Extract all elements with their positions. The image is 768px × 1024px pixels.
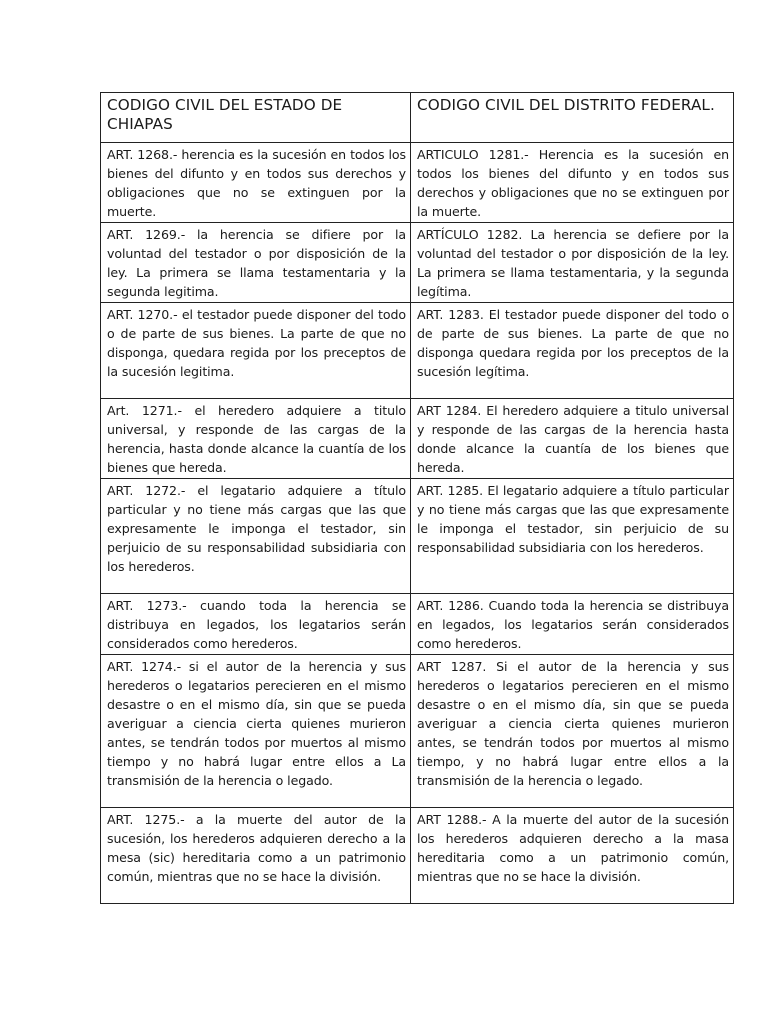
df-article-cell: ART. 1283. El testador puede disponer del todo o de parte de sus bienes. La parte de que no disponga quedara regida por los preceptos de la sucesión legítima. (411, 303, 734, 399)
chiapas-article-cell: ART. 1269.- la herencia se difiere por la voluntad del testador o por disposición de la ley. La primera se llama testamentaria y la segunda legitima. (101, 223, 411, 303)
chiapas-article-cell: Art. 1271.- el heredero adquiere a titulo universal, y responde de las cargas de la herencia, hasta donde alcance la cuantía de los bienes que hereda. (101, 399, 411, 479)
df-article-cell: ART 1287. Si el autor de la herencia y sus herederos o legatarios perecieren en el mismo desastre o en el mismo día, sin que se pueda averiguar a ciencia cierta quienes murieron antes, se tendrán todos por muertos al mismo tiempo, y no habrá lugar entre ellos a la transmisión de la herencia o legado. (411, 655, 734, 808)
table-row (101, 479, 734, 594)
table-row (101, 399, 734, 479)
chiapas-article-cell: ART. 1268.- herencia es la sucesión en todos los bienes del difunto y en todos sus derechos y obligaciones que no se extinguen por la muerte. (101, 143, 411, 223)
df-article-cell: ART. 1285. El legatario adquiere a título particular y no tiene más cargas que las que expresamente le imponga el testador, sin perjuicio de su responsabilidad subsidiaria con los herederos. (411, 479, 734, 594)
df-article-cell: ARTÍCULO 1282. La herencia se defiere por la voluntad del testador o por disposición de la ley. La primera se llama testamentaria, y la segunda legítima. (411, 223, 734, 303)
chiapas-article-cell: ART. 1270.- el testador puede disponer del todo o de parte de sus bienes. La parte de que no disponga, quedara regida por los preceptos de la sucesión legitima. (101, 303, 411, 399)
header-distrito-federal: CODIGO CIVIL DEL DISTRITO FEDERAL. (411, 93, 734, 143)
table-row (101, 655, 734, 808)
table-header-row (101, 93, 734, 143)
df-article-cell: ART 1288.- A la muerte del autor de la sucesión los herederos adquieren derecho a la masa hereditaria como a un patrimonio común, mientras que no se hace la división. (411, 808, 734, 904)
chiapas-article-cell: ART. 1273.- cuando toda la herencia se distribuya en legados, los legatarios serán considerados como herederos. (101, 594, 411, 655)
table-row (101, 223, 734, 303)
header-chiapas: CODIGO CIVIL DEL ESTADO DE CHIAPAS (101, 93, 411, 143)
chiapas-article-cell: ART. 1274.- si el autor de la herencia y sus herederos o legatarios perecieren en el mismo desastre o en el mismo día, sin que se pueda averiguar a ciencia cierta quienes murieron antes, se tendrán todos por muertos al mismo tiempo y no habrá lugar entre ellos a La transmisión de la herencia o legado. (101, 655, 411, 808)
table-row (101, 808, 734, 904)
df-article-cell: ART 1284. El heredero adquiere a titulo universal y responde de las cargas de la herencia hasta donde alcance la cuantía de los bienes que hereda. (411, 399, 734, 479)
df-article-cell: ART. 1286. Cuando toda la herencia se distribuya en legados, los legatarios serán considerados como herederos. (411, 594, 734, 655)
table-row (101, 143, 734, 223)
table-row (101, 594, 734, 655)
chiapas-article-cell: ART. 1272.- el legatario adquiere a título particular y no tiene más cargas que las que expresamente le imponga el testador, sin perjuicio de su responsabilidad subsidiaria con los herederos. (101, 479, 411, 594)
comparison-table (100, 92, 734, 904)
chiapas-article-cell: ART. 1275.- a la muerte del autor de la sucesión, los herederos adquieren derecho a la mesa (sic) hereditaria como a un patrimonio común, mientras que no se hace la división. (101, 808, 411, 904)
df-article-cell: ARTICULO 1281.- Herencia es la sucesión en todos los bienes del difunto y en todos sus derechos y obligaciones que no se extinguen por la muerte. (411, 143, 734, 223)
table-row (101, 303, 734, 399)
